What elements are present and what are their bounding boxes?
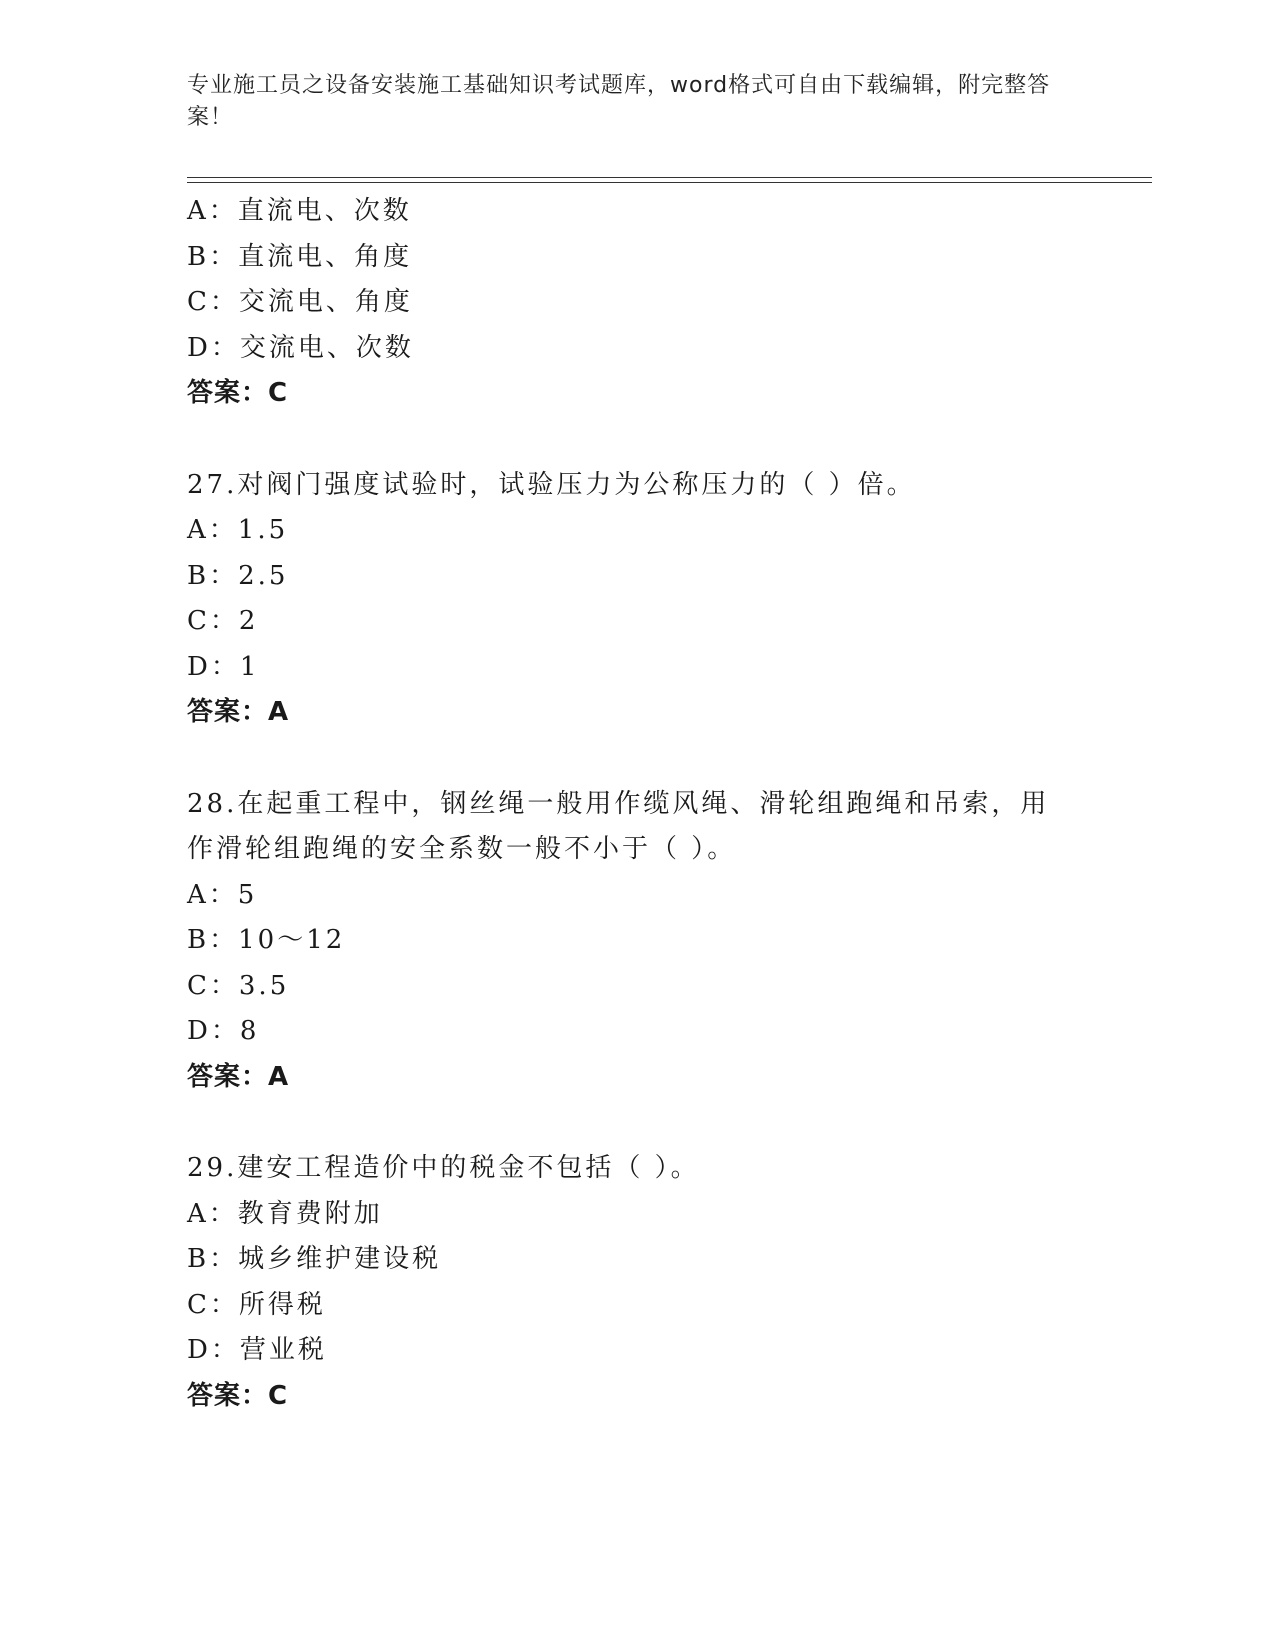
option-a: A：1.5: [187, 515, 289, 545]
question-stem: 29.建安工程造价中的税金不包括（ ）。: [187, 1153, 700, 1183]
option-b: B：10～12: [187, 925, 346, 955]
option-c: C：所得税: [187, 1289, 326, 1320]
question-block-27: [187, 463, 1087, 736]
option-b: B：城乡维护建设税: [187, 1244, 442, 1274]
option-a: A：直流电、次数: [187, 196, 412, 226]
option-a: A：5: [187, 879, 258, 910]
answer-line: 答案：A: [187, 1061, 290, 1092]
option-c: C：交流电、角度: [187, 287, 413, 317]
answer-line: 答案：C: [187, 378, 289, 408]
document-header: 专业施工员之设备安装施工基础知识考试题库，word格式可自由下载编辑，附完整答案！: [187, 73, 1051, 130]
header-divider-bottom: [187, 182, 1152, 183]
option-d: D：营业税: [187, 1335, 327, 1365]
option-d: D：1: [187, 651, 260, 682]
question-list: [187, 189, 1087, 1419]
question-block-29: [187, 1146, 1087, 1419]
header-divider-top: [187, 177, 1152, 178]
option-d: D：8: [187, 1016, 260, 1046]
answer-line: 答案：A: [187, 697, 290, 727]
option-b: B：直流电、角度: [187, 241, 413, 272]
option-b: B：2.5: [187, 560, 289, 591]
question-stem: 27.对阀门强度试验时，试验压力为公称压力的（ ）倍。: [187, 469, 916, 500]
question-stem: 28.在起重工程中，钢丝绳一般用作缆风绳、滑轮组跑绳和吊索，用作滑轮组跑绳的安全系数一般不小于（ ）。: [187, 788, 1050, 864]
answer-line: 答案：C: [187, 1380, 289, 1411]
option-c: C：3.5: [187, 970, 290, 1001]
question-block-26: [187, 189, 1087, 417]
option-a: A：教育费附加: [187, 1198, 383, 1229]
option-c: C：2: [187, 606, 259, 636]
question-block-28: [187, 782, 1087, 1101]
option-d: D：交流电、次数: [187, 332, 414, 363]
